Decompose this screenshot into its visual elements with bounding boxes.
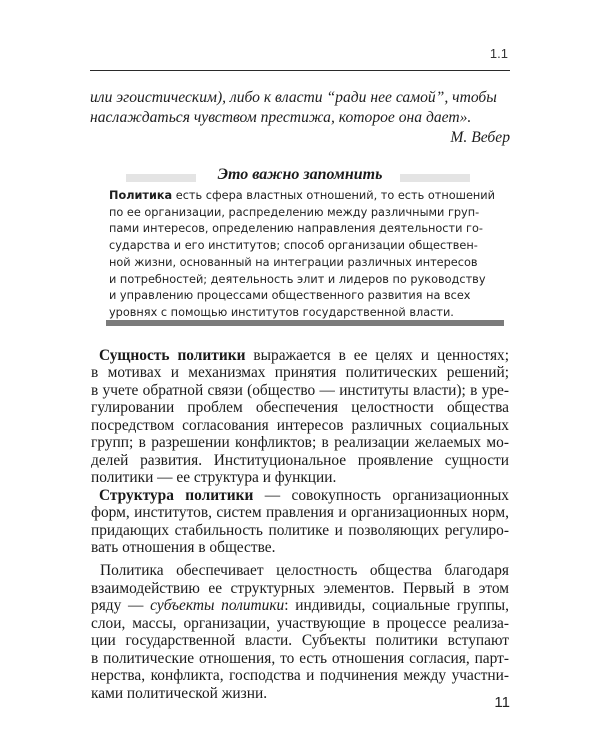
body-line: политики — ее структура и функции. — [91, 469, 337, 487]
body-line-text: ряду — — [91, 597, 151, 615]
title-shade-left — [126, 174, 196, 182]
memo-box-title — [90, 164, 510, 186]
body-line: в мотивах и механизмах принятия политических решений; — [91, 364, 509, 382]
body-line — [91, 347, 509, 364]
memo-line: и потребностей; деятельность элит и лидеров по руководству — [109, 272, 486, 286]
quote-line: или эгоистическим), либо к власти “ради нее самой”, чтобы — [90, 89, 497, 106]
memo-line: ной жизни, основанный на интеграции различных интересов — [109, 255, 478, 269]
section-number: 1.1 — [489, 46, 508, 61]
main-text — [91, 347, 509, 702]
memo-box-body — [109, 188, 501, 322]
body-line: ции государственной власти. Субъекты политики вступают — [91, 632, 509, 650]
memo-line — [109, 188, 501, 205]
body-line: слои, массы, организации, участвующие в процессе реализа- — [91, 614, 509, 632]
epigraph-quote — [90, 88, 510, 148]
memo-line: и управлению процессами общественного развития на всех — [109, 289, 471, 303]
body-line: гулировании проблем обеспечения целостности общества — [91, 399, 509, 417]
body-line: посредством согласования интересов различных социальных — [91, 416, 509, 434]
body-line: в политические отношения, то есть отношения согласия, парт- — [91, 649, 509, 667]
body-line: вать отношения в обществе. — [91, 538, 276, 556]
memo-box-bottom-rule — [106, 320, 504, 326]
quote-line: наслаждаться чувством престижа, которое она дает». — [90, 109, 472, 126]
body-line-text: — совокупность организационных — [253, 486, 509, 504]
memo-line: уровнях с помощью институтов государственной власти. — [109, 305, 454, 319]
memo-line: пами интересов, определению направления деятельности го- — [109, 222, 483, 236]
memo-line-text: есть сфера властных отношений, то есть отношений — [172, 189, 495, 202]
memo-title-text: Это важно запомнить — [217, 166, 383, 183]
title-shade-right — [400, 174, 470, 182]
memo-term: Политика — [109, 189, 173, 202]
quote-author: М. Вебер — [450, 129, 510, 146]
body-line-text: выражается в ее целях и ценностях; — [245, 347, 509, 364]
body-line — [91, 487, 509, 504]
body-line: делей развития. Институциональное проявление сущности — [91, 451, 509, 469]
body-line: ками политической жизни. — [91, 684, 268, 702]
body-line: форм, институтов, систем правления и организационных норм, — [91, 504, 509, 522]
term-essence: Сущность политики — [99, 347, 246, 364]
body-line: Политика обеспечивает целостность общества благодаря — [100, 562, 509, 580]
body-line: взаимодействию ее структурных элементов. Первый в этом — [91, 579, 509, 597]
memo-line: по ее организации, распределению между различными груп- — [109, 205, 480, 219]
body-line: придающих стабильность политике и позволяющих регулиро- — [91, 521, 509, 539]
body-line — [91, 597, 509, 614]
term-structure: Структура политики — [99, 486, 254, 504]
body-line-text: : индивиды, социальные группы, — [284, 597, 509, 615]
body-line: нерства, конфликта, господства и подчинения между участни- — [91, 667, 509, 685]
header-rule — [90, 70, 510, 71]
page-number: 11 — [494, 694, 510, 711]
body-line: в учете обратной связи (общество — институты власти); в уре- — [91, 381, 509, 399]
term-subjects: субъекты политики — [150, 597, 285, 615]
body-line: групп; в разрешении конфликтов; в реализации желаемых мо- — [91, 434, 509, 452]
memo-line: сударства и его институтов; способ организации обществен- — [109, 239, 478, 253]
